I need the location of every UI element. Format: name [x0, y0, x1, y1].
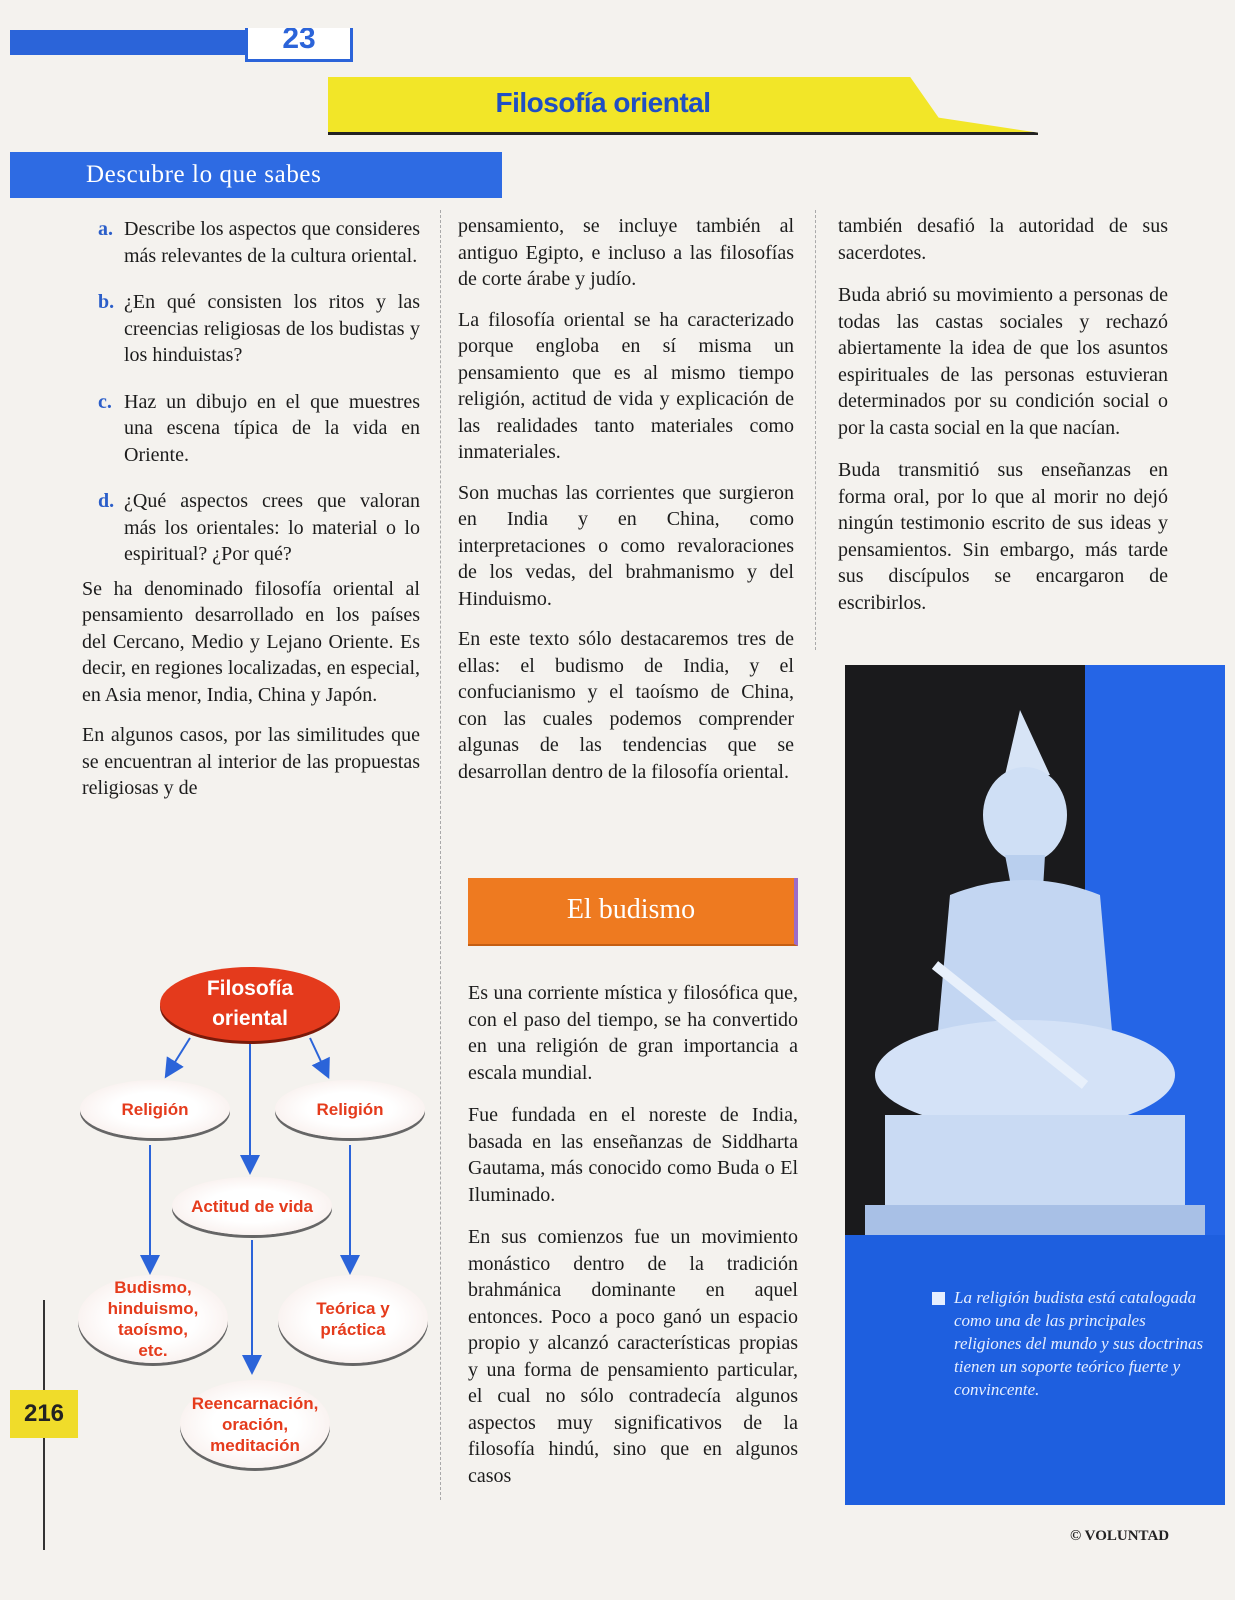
question-item: [82, 289, 420, 369]
column-3: [838, 213, 1168, 636]
body-paragraph: La filosofía oriental se ha caracterizado porque engloba en sí misma un pensamiento que es al mismo tiempo religión, actitud de vida y explicación de las realidades tanto materiales como inmateriales.: [458, 308, 794, 463]
chapter-number: 23: [245, 28, 353, 62]
page-number: 216: [10, 1390, 78, 1438]
body-paragraph: también desafió la autoridad de sus sacerdotes.: [838, 215, 1168, 264]
body-paragraph: Se ha denominado filosofía oriental al pensamiento desarrollado en los países del Cercano, Medio y Lejano Oriente. Es decir, en regiones localizadas, en especial, en Asia menor, India, China y Japón.: [82, 577, 420, 706]
question-text: Describe los aspectos que consideres más relevantes de la cultura oriental.: [124, 218, 420, 267]
column-divider: [815, 210, 816, 650]
body-paragraph: Es una corriente mística y filosófica que, con el paso del tiempo, se ha convertido en una religión de gran importancia a escala mundial.: [468, 982, 798, 1084]
body-paragraph: Son muchas las corrientes que surgieron en India y en China, como interpretaciones o como revaloraciones de los vedas, del brahmanismo y del Hinduismo.: [458, 481, 794, 610]
body-paragraph: En sus comienzos fue un movimiento monástico dentro de la tradición brahmánica dominante en aquel entonces. Poco a poco ganó un espacio propio y alcanzó características propias y una forma de pensamiento particular, el cual no sólo contradecía algunos aspectos muy significativos de la filosofía hindú, sino que en algunos casos: [468, 1226, 798, 1487]
column-1: [82, 216, 420, 822]
diagram-node-practices: Reencarnación, oración, meditación: [180, 1380, 330, 1468]
copyright: © VOLUNTAD: [1070, 1528, 1170, 1544]
diagram-node-traditions: Budismo, hinduismo, taoísmo, etc.: [78, 1275, 228, 1363]
column-2-lower: [468, 980, 798, 1509]
section-banner: Descubre lo que sabes: [10, 152, 502, 198]
column-2: [458, 213, 794, 805]
question-item: [82, 488, 420, 568]
question-letter: d.: [98, 490, 115, 512]
body-paragraph: Buda abrió su movimiento a personas de todas las castas sociales y rechazó abiertamente la idea de que los asuntos espirituales de las personas estuvieran determinados por su condición social o por la casta social en la que nacían.: [838, 284, 1168, 439]
question-letter: c.: [98, 390, 112, 413]
question-item: [82, 389, 420, 469]
diagram-node-attitude: Actitud de vida: [172, 1177, 332, 1235]
body-paragraph: Fue fundada en el noreste de India, basada en las enseñanzas de Siddharta Gautama, más conocido como Buda o El Iluminado.: [468, 1104, 798, 1206]
question-text: ¿En qué consisten los ritos y las creencias religiosas de los budistas y los hinduistas?: [124, 291, 420, 366]
diagram-node-religion-right: Religión: [275, 1080, 425, 1138]
diagram-node-theory-practice: Teórica y práctica: [278, 1275, 428, 1363]
photo-caption: La religión budista está catalogada como una de las principales religiones del mundo y sus doctrinas tienen un soporte teórico fuerte y convincente.: [954, 1288, 1204, 1399]
body-paragraph: En algunos casos, por las similitudes que se encuentran al interior de las propuestas religiosas y de: [82, 724, 420, 799]
concept-diagram: [60, 965, 450, 1505]
section-heading-budismo: El budismo: [468, 878, 798, 946]
question-letter: b.: [98, 291, 115, 313]
diagram-node-root: Filosofía oriental: [160, 967, 340, 1041]
body-paragraph: Buda transmitió sus enseñanzas en forma oral, por lo que al morir no dejó ningún testimonio escrito de sus ideas y pensamientos. Sin embargo, más tarde sus discípulos se encargaron de escribirlos.: [838, 459, 1168, 614]
question-item: [82, 216, 420, 269]
page-title: Filosofía oriental: [495, 87, 711, 118]
question-text: Haz un dibujo en el que muestres una escena típica de la vida en Oriente.: [124, 390, 420, 466]
body-paragraph: pensamiento, se incluye también al antiguo Egipto, e incluso a las filosofías de corte árabe y judío.: [458, 215, 794, 290]
body-paragraph: En este texto sólo destacaremos tres de ellas: el budismo de India, y el confucianismo y el taoísmo de China, con las cuales podemos comprender algunas de las tendencias que se desarrollan dentro de la filosofía oriental.: [458, 628, 794, 783]
diagram-node-religion-left: Religión: [80, 1080, 230, 1138]
question-text: ¿Qué aspectos crees que valoran más los orientales: lo material o lo espiritual? ¿Por qué?: [124, 490, 420, 565]
question-letter: a.: [98, 218, 113, 240]
